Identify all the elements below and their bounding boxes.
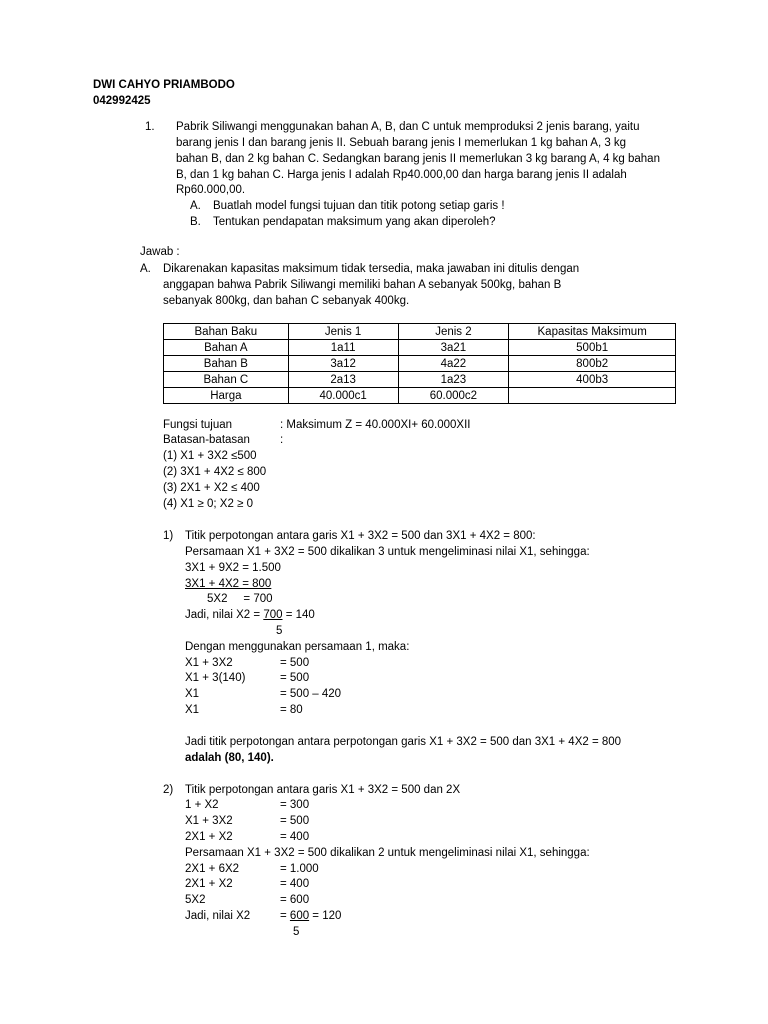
- equation-rhs: = 300: [280, 799, 310, 811]
- fraction-prefix: Jadi, nilai X2: [185, 910, 251, 922]
- table-row: [164, 356, 676, 372]
- question-line: bahan B, dan 2 kg bahan C. Sedangkan barang jenis II memerlukan 3 kg barang A, 4 kg bahan: [176, 153, 660, 165]
- equation-rhs: = 500: [280, 657, 310, 669]
- fraction-result: = 120: [309, 910, 342, 922]
- table-cell: 40.000c1: [288, 388, 398, 404]
- table-header: Bahan Baku: [164, 324, 289, 340]
- step-title: Titik perpotongan antara garis X1 + 3X2 = 500 dan 3X1 + 4X2 = 800:: [185, 530, 536, 542]
- table-cell: 500b1: [509, 340, 676, 356]
- table-row: [164, 340, 676, 356]
- fraction-denominator: 5: [276, 625, 283, 637]
- equation-rhs: = 500 – 420: [280, 688, 342, 700]
- equation-lhs: 2X1 + 6X2: [185, 863, 240, 875]
- sub-question-b: Tentukan pendapatan maksimum yang akan diperoleh?: [213, 216, 496, 228]
- step-conclusion: adalah (80, 140).: [185, 752, 274, 764]
- equation-lhs: X1 + 3(140): [185, 672, 246, 684]
- question-number: 1.: [145, 121, 155, 133]
- equation-lhs: 1 + X2: [185, 799, 219, 811]
- author-name: DWI CAHYO PRIAMBODO: [93, 79, 235, 91]
- step-intro: Persamaan X1 + 3X2 = 500 dikalikan 3 untuk mengeliminasi nilai X1, sehingga:: [185, 546, 590, 558]
- table-cell: Bahan A: [164, 340, 289, 356]
- equation-lhs: X1 + 3X2: [185, 657, 233, 669]
- equation-lhs: X1: [185, 688, 200, 700]
- table-cell: 2a13: [288, 372, 398, 388]
- table-cell: 3a12: [288, 356, 398, 372]
- objective-value: : Maksimum Z = 40.000XI+ 60.000XII: [280, 419, 471, 431]
- fraction-line: [280, 909, 341, 923]
- sub-question-a-label: A.: [190, 200, 201, 212]
- fraction-denominator: 5: [293, 926, 300, 938]
- sub-question-a: Buatlah model fungsi tujuan dan titik potong setiap garis !: [213, 200, 505, 212]
- table-header: Kapasitas Maksimum: [509, 324, 676, 340]
- question-line: Pabrik Siliwangi menggunakan bahan A, B, dan C untuk memproduksi 2 jenis barang, yaitu: [176, 121, 640, 133]
- step-number: 1): [163, 530, 174, 542]
- constraint: (4) X1 ≥ 0; X2 ≥ 0: [163, 498, 253, 510]
- fraction-result: = 140: [282, 609, 315, 621]
- table-cell: 400b3: [509, 372, 676, 388]
- table-row: [164, 388, 676, 404]
- answer-a-line: sebanyak 800kg, dan bahan C sebanyak 400kg.: [163, 295, 410, 307]
- constraint: (3) 2X1 + X2 ≤ 400: [163, 482, 260, 494]
- equation-rhs: = 500: [280, 815, 310, 827]
- table-header: Jenis 2: [398, 324, 509, 340]
- table-cell: [509, 388, 676, 404]
- constraint: (2) 3X1 + 4X2 ≤ 800: [163, 466, 267, 478]
- table-cell: Bahan C: [164, 372, 289, 388]
- constraint: (1) X1 + 3X2 ≤500: [163, 450, 257, 462]
- materials-table: [163, 323, 676, 404]
- table-cell: 3a21: [398, 340, 509, 356]
- equation-lhs: X1 + 3X2: [185, 815, 233, 827]
- step-number: 2): [163, 784, 174, 796]
- table-cell: Harga: [164, 388, 289, 404]
- answer-a-line: anggapan bahwa Pabrik Siliwangi memiliki bahan A sebanyak 500kg, bahan B: [163, 279, 562, 291]
- question-line: barang jenis I dan barang jenis II. Sebuah barang jenis I memerlukan 1 kg bahan A, 3 kg: [176, 137, 627, 149]
- table-row: [164, 372, 676, 388]
- table-cell: 800b2: [509, 356, 676, 372]
- answer-a-line: Dikarenakan kapasitas maksimum tidak tersedia, maka jawaban ini ditulis dengan: [163, 263, 580, 275]
- table-cell: Bahan B: [164, 356, 289, 372]
- equation-rhs: = 80: [280, 704, 303, 716]
- equation-result: 5X2 = 700: [207, 593, 273, 605]
- equation-lhs: 2X1 + X2: [185, 878, 233, 890]
- question-line: Rp60.000,00.: [176, 184, 246, 196]
- step-conclusion: Jadi titik perpotongan antara perpotongan garis X1 + 3X2 = 500 dan 3X1 + 4X2 = 800: [185, 736, 622, 748]
- equation-lhs: X1: [185, 704, 200, 716]
- equation: 3X1 + 9X2 = 1.500: [185, 562, 281, 574]
- constraints-colon: :: [280, 434, 284, 446]
- equation-lhs: 5X2: [185, 894, 206, 906]
- answer-label: Jawab :: [140, 246, 180, 258]
- fraction-prefix: Jadi, nilai X2 =: [185, 609, 264, 621]
- answer-a-label: A.: [140, 263, 151, 275]
- step-text: Dengan menggunakan persamaan 1, maka:: [185, 641, 410, 653]
- table-header: Jenis 1: [288, 324, 398, 340]
- objective-label: Fungsi tujuan: [163, 419, 233, 431]
- table-cell: 60.000c2: [398, 388, 509, 404]
- equation-rhs: = 400: [280, 878, 310, 890]
- step-title: Titik perpotongan antara garis X1 + 3X2 = 500 dan 2X: [185, 784, 461, 796]
- equation-rhs: = 600: [280, 894, 310, 906]
- fraction-numerator: 600: [289, 910, 310, 922]
- fraction-numerator: 700: [263, 609, 283, 621]
- equation-rhs: = 500: [280, 672, 310, 684]
- step-intro: Persamaan X1 + 3X2 = 500 dikalikan 2 untuk mengeliminasi nilai X1, sehingga:: [185, 847, 590, 859]
- fraction-equals: =: [280, 910, 290, 922]
- question-line: B, dan 1 kg bahan C. Harga jenis I adalah Rp40.000,00 dan harga barang jenis II adalah: [176, 169, 627, 181]
- author-id: 042992425: [93, 95, 151, 107]
- table-cell: 4a22: [398, 356, 509, 372]
- fraction-line: [185, 608, 315, 622]
- equation-lhs: 2X1 + X2: [185, 831, 233, 843]
- table-header-row: [164, 324, 676, 340]
- table-cell: 1a23: [398, 372, 509, 388]
- equation-rhs: = 1.000: [280, 863, 319, 875]
- sub-question-b-label: B.: [190, 216, 201, 228]
- table-cell: 1a11: [288, 340, 398, 356]
- equation-rhs: = 400: [280, 831, 310, 843]
- equation-underlined: 3X1 + 4X2 = 800: [185, 578, 272, 590]
- constraints-label: Batasan-batasan: [163, 434, 250, 446]
